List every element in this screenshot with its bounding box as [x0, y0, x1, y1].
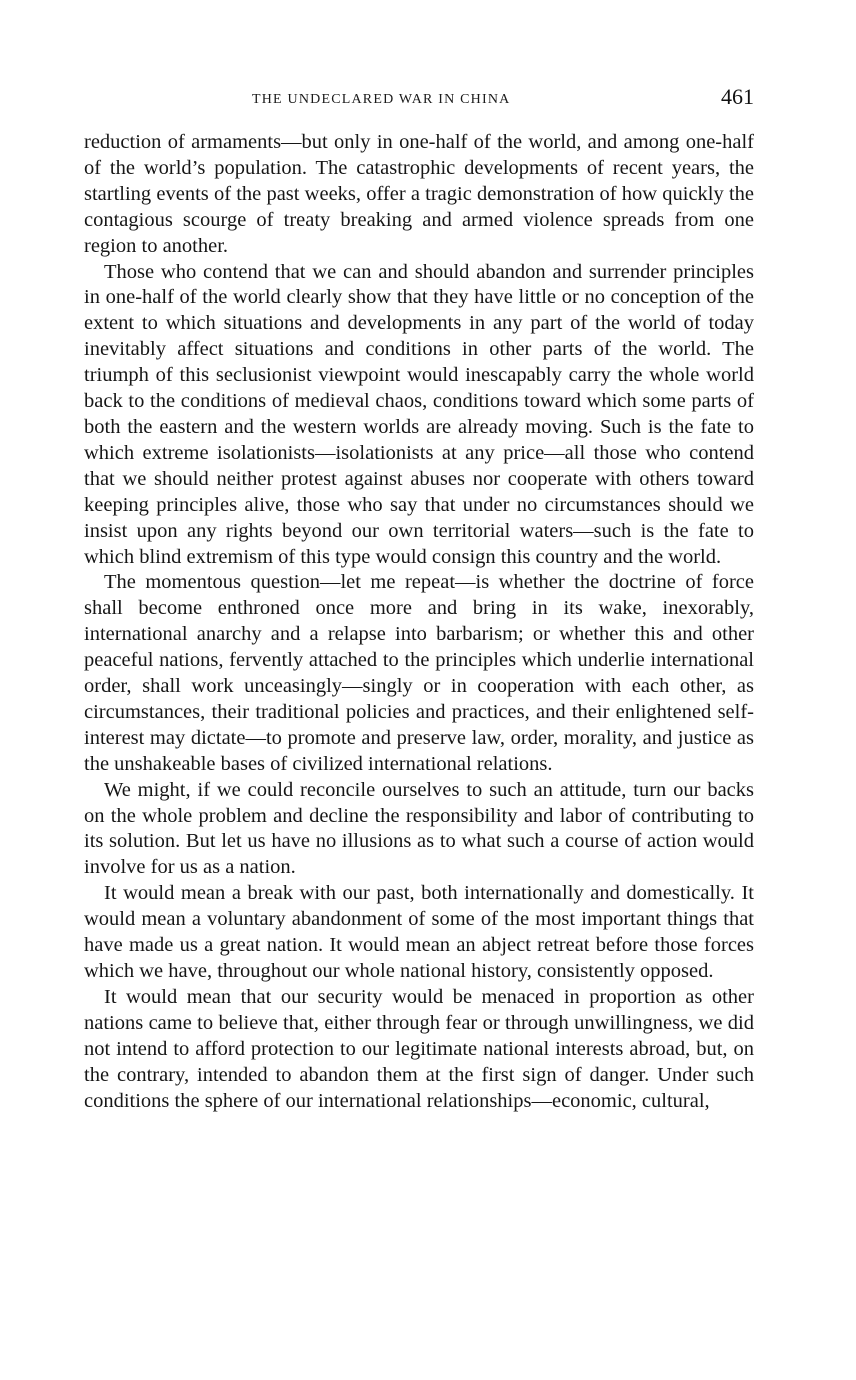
page-header [84, 84, 754, 118]
page-number: 461 [721, 84, 754, 109]
paragraph-security-menaced: It would mean that our security would be menaced in proportion as other nations came to believe that, either through fear or through unwillingness, we did not intend to afford protection to our legitimate national interests abroad, but, on the contrary, intended to abandon them at the first sign of danger. Under such conditions the sphere of our international relationships—economic, cultural, [84, 985, 754, 1112]
paragraph-break-with-past: It would mean a break with our past, both internationally and domestically. It would mean a voluntary abandonment of some of the most important things that have made us a great nation. It would mean an abject retreat before those forces which we have, throughout our whole national history, consistently opposed. [84, 882, 754, 982]
running-title: THE UNDECLARED WAR IN CHINA [252, 92, 511, 107]
paragraph-momentous-question: The momentous question—let me repeat—is whether the doctrine of force shall become enthroned once more and bring in its wake, inexorably, international anarchy and a relapse into barbarism; or whether this and other peaceful nations, fervently attached to the principles which underlie international order, shall work unceasingly—singly or in cooperation with each other, as circumstances, their traditional policies and practices, and their enlightened self-interest may dictate—to promote and preserve law, order, morality, and justice as the unshakeable bases of civilized international relations. [84, 571, 754, 775]
body-text [84, 130, 754, 1114]
paragraph-continuation: reduction of armaments—but only in one-half of the world, and among one-half of the world’s population. The catastrophic developments of recent years, the startling events of the past weeks, offer a tragic demonstration of how quickly the contagious scourge of treaty breaking and armed violence spreads from one region to another. [84, 131, 754, 257]
paragraph-turn-our-backs: We might, if we could reconcile ourselves to such an attitude, turn our backs on the whole problem and decline the responsibility and labor of contributing to its solution. But let us have no illusions as to what such a course of action would involve for us as a nation. [84, 778, 754, 879]
paragraph-isolationists: Those who contend that we can and should abandon and surrender principles in one-half of the world clearly show that they have little or no conception of the extent to which situations and developments in any part of the world of today inevitably affect situations and conditions in other parts of the world. The triumph of this seclusionist viewpoint would inescapably carry the whole world back to the conditions of medieval chaos, conditions toward which some parts of both the eastern and the western worlds are already moving. Such is the fate to which extreme isolationists—isolationists at any price—all those who contend that we should neither protest against abuses nor cooperate with others toward keeping principles alive, those who say that under no circumstances should we insist upon any rights beyond our own territorial waters—such is the fate to which blind extremism of this type would consign this country and the world. [84, 260, 754, 568]
